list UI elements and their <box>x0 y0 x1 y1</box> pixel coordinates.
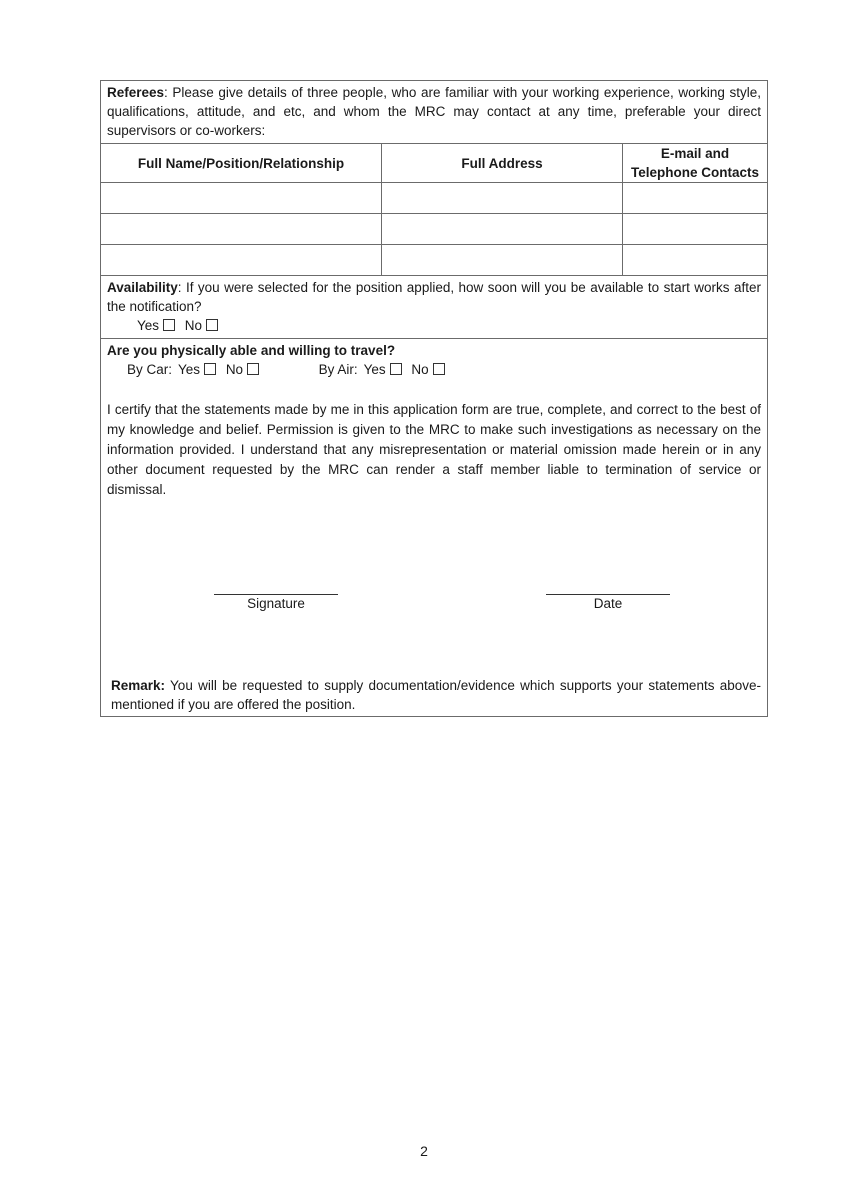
remark-text: You will be requested to supply documentation/evidence which supports your statements above-mentioned if you are offered the position. <box>111 678 761 712</box>
page-number: 2 <box>420 1143 428 1159</box>
travel-block <box>101 339 767 379</box>
signature-area <box>101 500 767 676</box>
referee-1-name-cell[interactable] <box>101 183 382 214</box>
travel-and-certification-section <box>101 338 767 716</box>
availability-no-checkbox[interactable] <box>206 319 218 331</box>
remark-label: Remark: <box>111 678 166 693</box>
travel-options <box>107 360 761 379</box>
referees-text: : Please give details of three people, who are familiar with your working experience, working style, qualifications, attitude, and etc, and whom the MRC may contact at any time, preferable your direct supervisors or co-workers: <box>107 85 761 138</box>
air-no-checkbox[interactable] <box>433 363 445 375</box>
by-air-label: By Air: <box>318 362 358 377</box>
car-no-label: No <box>225 362 244 377</box>
car-no-checkbox[interactable] <box>247 363 259 375</box>
referee-1-contacts-cell[interactable] <box>623 183 768 214</box>
car-yes-label: Yes <box>178 362 201 377</box>
availability-yes-checkbox[interactable] <box>163 319 175 331</box>
date-line[interactable] <box>546 594 670 595</box>
availability-label: Availability <box>107 280 178 295</box>
availability-no-label: No <box>184 318 203 333</box>
travel-question: Are you physically able and willing to travel? <box>107 343 396 358</box>
air-no-label: No <box>411 362 429 377</box>
referee-2-contacts-cell[interactable] <box>623 214 768 245</box>
referees-header-row <box>101 144 767 183</box>
availability-section <box>101 275 767 338</box>
referee-3-name-cell[interactable] <box>101 245 382 276</box>
column-header-address: Full Address <box>382 144 623 183</box>
availability-options <box>107 316 761 335</box>
air-yes-label: Yes <box>363 362 386 377</box>
air-yes-checkbox[interactable] <box>390 363 402 375</box>
by-car-label: By Car: <box>127 362 173 377</box>
column-header-contacts: E-mail and Telephone Contacts <box>623 144 768 183</box>
column-header-name: Full Name/Position/Relationship <box>101 144 382 183</box>
availability-yes-label: Yes <box>137 318 160 333</box>
remark-note <box>101 676 767 716</box>
signature-line[interactable] <box>214 594 338 595</box>
signature-label: Signature <box>247 596 305 611</box>
referees-label: Referees <box>107 85 165 100</box>
availability-text: : If you were selected for the position applied, how soon will you be available to start works after the notification? <box>107 280 761 314</box>
car-yes-checkbox[interactable] <box>204 363 216 375</box>
referees-table <box>101 143 767 275</box>
application-form <box>100 80 768 717</box>
referee-2-name-cell[interactable] <box>101 214 382 245</box>
referee-3-contacts-cell[interactable] <box>623 245 768 276</box>
certification-statement: I certify that the statements made by me in this application form are true, complete, and correct to the best of my knowledge and belief. Permission is given to the MRC to make such investigations as necessary on the information provided. I understand that any misrepresentation or material omission made herein or in any other document requested by the MRC can render a staff member liable to termination of service or dismissal. <box>107 402 761 497</box>
availability-question <box>107 278 761 316</box>
table-row <box>101 183 767 214</box>
referee-3-address-cell[interactable] <box>382 245 623 276</box>
table-row <box>101 245 767 276</box>
date-label: Date <box>593 596 623 611</box>
referees-instructions <box>101 81 767 143</box>
referee-2-address-cell[interactable] <box>382 214 623 245</box>
referee-1-address-cell[interactable] <box>382 183 623 214</box>
table-row <box>101 214 767 245</box>
